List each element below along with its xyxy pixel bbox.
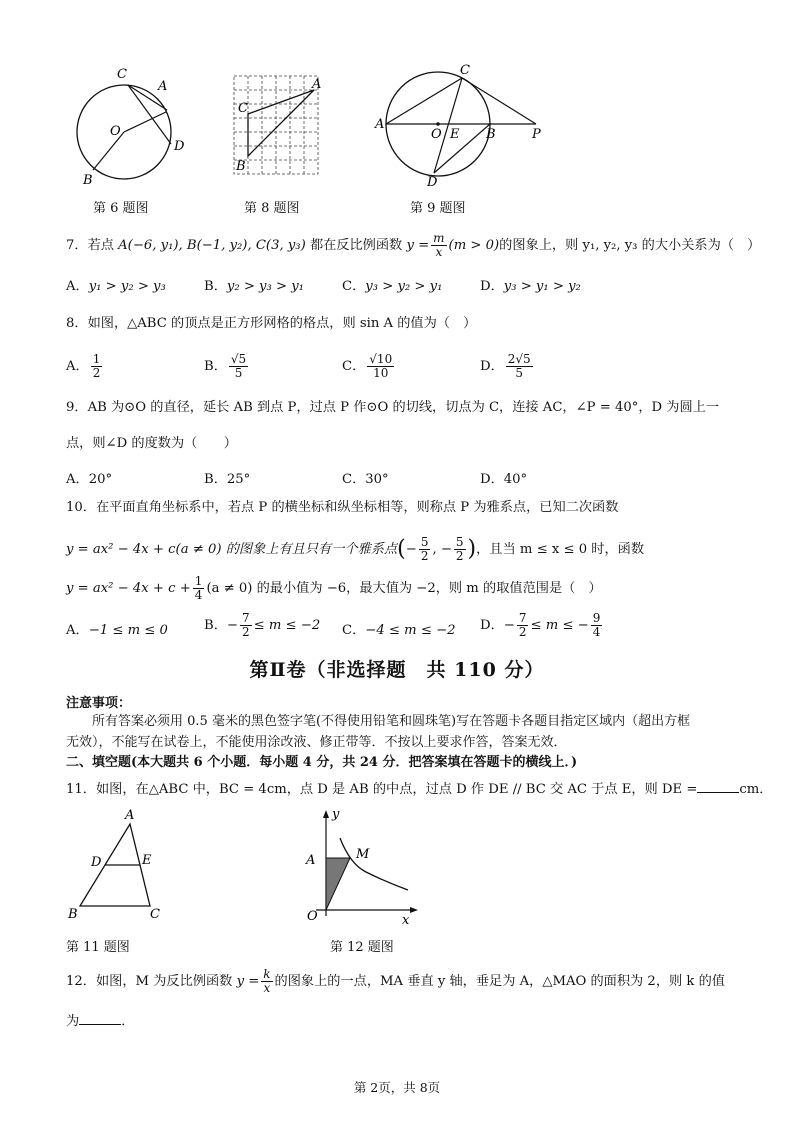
fig6-label-c: C bbox=[117, 67, 127, 82]
q10-option-c[interactable] bbox=[342, 619, 456, 638]
q7-option-b-text: y₂ > y₃ > y₁ bbox=[226, 279, 304, 294]
q12-post: 的图象上的一点，MA 垂直 y 轴，垂足为 A，△MAO 的面积为 2，则 k 的值 bbox=[274, 974, 725, 989]
q8-option-b-frac bbox=[229, 353, 248, 380]
q7-option-d[interactable] bbox=[480, 275, 581, 294]
q8-option-b-den: 5 bbox=[234, 366, 243, 380]
q8-option-c-frac bbox=[367, 353, 394, 380]
q10-option-b[interactable] bbox=[204, 612, 320, 639]
notes-line1: 所有答案必须用 0.5 毫米的黑色签字笔(不得使用铅笔和圆珠笔)写在答题卡各题目指定区域内（超出方框 bbox=[92, 714, 691, 729]
figure-12 bbox=[296, 806, 426, 928]
fig11-label-b: B bbox=[68, 907, 78, 922]
q7-option-d-text: y₃ > y₁ > y₂ bbox=[503, 279, 581, 294]
fig6-label-a: A bbox=[158, 79, 168, 94]
fig8-label-b: B bbox=[236, 159, 246, 174]
q7-option-c-text: y₃ > y₂ > y₁ bbox=[365, 279, 443, 294]
fig11-label-a: A bbox=[125, 808, 135, 823]
question-10-line3 bbox=[66, 575, 602, 602]
q7-option-c[interactable] bbox=[342, 275, 442, 294]
q10-option-a-text: −1 ≤ m ≤ 0 bbox=[88, 623, 168, 638]
q10-option-d-label: D． bbox=[480, 618, 504, 633]
part-2-heading: 二、填空题(本大题共 6 个小题．每小题 4 分，共 24 分．把答案填在答题卡的横线上．) bbox=[66, 755, 578, 770]
q10-line3-num: 1 bbox=[194, 574, 203, 588]
q8-text: 如图，△ABC 的顶点是正方形网格的格点，则 sin A 的值为（ ） bbox=[87, 316, 477, 331]
question-9-line2 bbox=[66, 434, 237, 454]
q7-option-a-text: y₁ > y₂ > y₃ bbox=[88, 279, 166, 294]
q7-option-d-label: D． bbox=[480, 279, 504, 294]
q8-option-c-label: C． bbox=[342, 359, 366, 374]
q12-line2-post: ． bbox=[121, 1014, 135, 1029]
fig8-label-c: C bbox=[238, 101, 248, 116]
q7-func-num: m bbox=[433, 231, 445, 245]
fig9-label-e: E bbox=[450, 127, 460, 142]
q11-number: 11． bbox=[66, 782, 96, 797]
q10-point-y-num: 5 bbox=[455, 535, 464, 549]
q7-option-b-label: B． bbox=[204, 279, 227, 294]
q9-number: 9． bbox=[66, 400, 88, 415]
q10-option-d-frac1 bbox=[517, 612, 529, 639]
q7-points: A(−6, y₁), B(−1, y₂), C(3, y₃) bbox=[118, 238, 306, 253]
q8-option-d-frac bbox=[506, 353, 533, 380]
question-8 bbox=[66, 314, 476, 334]
q10-option-d-frac2 bbox=[591, 612, 603, 639]
q10-option-b-label: B． bbox=[204, 618, 227, 633]
fig9-label-d: D bbox=[427, 175, 438, 190]
q10-line3-frac bbox=[193, 575, 205, 602]
q9-option-b-label: B． bbox=[204, 472, 227, 487]
fig12-label-x: x bbox=[402, 913, 410, 928]
q8-option-a-num: 1 bbox=[92, 352, 101, 366]
q10-option-b-post: ≤ m ≤ −2 bbox=[253, 618, 321, 633]
q10-line3-a: y = ax² − 4x + c + bbox=[66, 581, 191, 596]
fig11-label-c: C bbox=[150, 907, 160, 922]
q12-answer-blank[interactable] bbox=[79, 1010, 121, 1025]
q8-option-c-den: 10 bbox=[373, 366, 389, 380]
q9-option-a-text: 20° bbox=[88, 472, 113, 487]
q7-func-frac bbox=[431, 232, 446, 259]
question-10-line1 bbox=[66, 498, 618, 518]
fig6-label-b: B bbox=[83, 173, 93, 188]
q8-option-d-den: 5 bbox=[515, 366, 524, 380]
fig12-caption: 第 12 题图 bbox=[330, 940, 394, 955]
q9-option-d[interactable] bbox=[480, 468, 527, 487]
q10-line1: 在平面直角坐标系中，若点 P 的横坐标和纵坐标相等，则称点 P 为雅系点，已知二次函数 bbox=[95, 500, 619, 515]
fig12-label-o: O bbox=[307, 909, 318, 924]
q10-option-b-frac bbox=[240, 612, 252, 639]
q8-option-b[interactable] bbox=[204, 353, 250, 380]
question-12 bbox=[66, 968, 725, 995]
q12-func-num: k bbox=[263, 967, 271, 981]
question-9-line1 bbox=[66, 398, 719, 418]
fig11-label-e: E bbox=[142, 853, 152, 868]
q7-pre: 若点 bbox=[87, 238, 114, 253]
fig8-label-a: A bbox=[312, 77, 322, 92]
q12-func-den: x bbox=[263, 981, 271, 995]
q11-unit: cm． bbox=[739, 782, 773, 797]
q8-option-d[interactable] bbox=[480, 353, 535, 380]
q8-option-c[interactable] bbox=[342, 353, 396, 380]
fig11-label-d: D bbox=[91, 855, 102, 870]
q10-point-y bbox=[454, 536, 466, 563]
q8-option-d-label: D． bbox=[480, 359, 504, 374]
fig12-label-m: M bbox=[356, 847, 370, 862]
q12-line2-pre: 为 bbox=[66, 1014, 80, 1029]
q9-line1: AB 为⊙O 的直径，延长 AB 到点 P，过点 P 作⊙O 的切线，切点为 C，连接 AC，∠P = 40°，D 为圆上一 bbox=[87, 400, 720, 415]
q10-option-d[interactable] bbox=[480, 612, 604, 639]
figure-6 bbox=[66, 62, 196, 190]
q8-option-a-den: 2 bbox=[92, 366, 101, 380]
q8-option-a[interactable] bbox=[66, 353, 104, 380]
figure-9 bbox=[372, 60, 552, 190]
q12-func-lhs: y = bbox=[236, 974, 260, 989]
q7-func-den: x bbox=[435, 245, 443, 259]
q8-option-b-num: √5 bbox=[230, 352, 247, 366]
q8-option-b-label: B． bbox=[204, 359, 227, 374]
fig6-caption: 第 6 题图 bbox=[93, 201, 149, 216]
q10-option-c-text: −4 ≤ m ≤ −2 bbox=[365, 623, 456, 638]
page-footer: 第 2页，共 8页 bbox=[353, 1080, 441, 1095]
q10-option-d-den1: 2 bbox=[518, 625, 527, 639]
q10-option-d-mid: ≤ m ≤ − bbox=[530, 618, 589, 633]
q7-option-c-label: C． bbox=[342, 279, 366, 294]
question-12-line2 bbox=[66, 1010, 134, 1032]
q8-number: 8． bbox=[66, 316, 88, 331]
q8-option-a-label: A． bbox=[66, 359, 89, 374]
fig9-label-b: B bbox=[486, 127, 496, 142]
q10-option-b-num: 7 bbox=[241, 611, 250, 625]
q10-option-d-den2: 4 bbox=[592, 625, 601, 639]
fig9-label-c: C bbox=[460, 63, 470, 78]
notes-line2: 无效），不能写在试卷上，不能使用涂改液、修正带等．不按以上要求作答，答案无效． bbox=[66, 735, 567, 750]
q11-text: 如图，在△ABC 中，BC = 4cm，点 D 是 AB 的中点，过点 D 作 DE // BC 交 AC 于点 E，则 DE = bbox=[95, 782, 698, 797]
q7-option-a[interactable] bbox=[66, 275, 166, 294]
q9-option-c[interactable] bbox=[342, 468, 389, 487]
question-10-line2: y = ax² − 4x + c(a ≠ 0) 的图象上有且只有一个雅系点(− $\frac{5}{2}$ , − $\frac{5}{2}$ )，且当 m ≤ x ≤ 0 时，函数 bbox=[66, 535, 645, 563]
q9-option-d-label: D． bbox=[480, 472, 504, 487]
q10-number: 10． bbox=[66, 500, 96, 515]
q10-point-x-num: 5 bbox=[420, 535, 429, 549]
q10-point-x bbox=[419, 536, 431, 563]
q9-option-b[interactable] bbox=[204, 468, 250, 487]
fig9-label-o: O bbox=[431, 127, 442, 142]
q9-option-c-label: C． bbox=[342, 472, 366, 487]
q9-option-c-text: 30° bbox=[365, 472, 389, 487]
q7-func-cond: (m > 0) bbox=[448, 238, 500, 253]
notes-heading: 注意事项： bbox=[66, 696, 132, 711]
q9-option-a-label: A． bbox=[66, 472, 89, 487]
q10-line3-den: 4 bbox=[194, 588, 203, 602]
q7-option-b[interactable] bbox=[204, 275, 304, 294]
q8-option-a-frac bbox=[91, 353, 103, 380]
q7-post: 的图象上，则 y₁, y₂, y₃ 的大小关系为（ ） bbox=[499, 238, 761, 253]
q10-option-a[interactable] bbox=[66, 619, 168, 638]
q10-point-x-den: 2 bbox=[420, 549, 429, 563]
q10-line2-b: ，且当 m ≤ x ≤ 0 时，函数 bbox=[476, 542, 645, 557]
question-7 bbox=[66, 232, 760, 259]
q10-option-b-pre: − bbox=[226, 618, 238, 633]
q12-pre: 如图，M 为反比例函数 bbox=[95, 974, 233, 989]
figure-8 bbox=[228, 70, 328, 180]
q10-option-b-den: 2 bbox=[241, 625, 250, 639]
q10-line2-a: y = ax² − 4x + c(a ≠ 0) 的图象上有且只有一个雅系点 bbox=[66, 542, 398, 557]
q9-line2: 点，则∠D 的度数为（ ） bbox=[66, 436, 237, 451]
q11-answer-blank[interactable] bbox=[697, 778, 739, 793]
fig12-label-y: y bbox=[332, 807, 340, 822]
q8-option-d-num: 2√5 bbox=[507, 352, 531, 366]
fig8-caption: 第 8 题图 bbox=[244, 201, 300, 216]
q9-option-d-text: 40° bbox=[503, 472, 528, 487]
question-11 bbox=[66, 778, 772, 800]
fig12-label-a: A bbox=[306, 853, 316, 868]
q9-option-a[interactable] bbox=[66, 468, 112, 487]
figure-11 bbox=[62, 806, 172, 928]
q7-option-a-label: A． bbox=[66, 279, 89, 294]
q10-point-y-den: 2 bbox=[455, 549, 464, 563]
section-2-title: 第Ⅱ卷（非选择题 共 110 分） bbox=[249, 659, 545, 681]
fig9-label-a: A bbox=[375, 117, 385, 132]
q10-line3-b: (a ≠ 0) 的最小值为 −6，最大值为 −2，则 m 的取值范围是（ ） bbox=[206, 581, 602, 596]
q10-option-a-label: A． bbox=[66, 623, 89, 638]
q10-option-d-pre: − bbox=[503, 618, 515, 633]
q8-option-c-num: √10 bbox=[369, 352, 393, 366]
fig6-label-o: O bbox=[110, 124, 121, 139]
q10-option-d-num1: 7 bbox=[518, 611, 527, 625]
q10-option-d-num2: 9 bbox=[592, 611, 601, 625]
fig9-caption: 第 9 题图 bbox=[410, 201, 466, 216]
fig6-label-d: D bbox=[174, 139, 185, 154]
q7-number: 7． bbox=[66, 238, 88, 253]
fig11-caption: 第 11 题图 bbox=[66, 940, 130, 955]
q7-mid: 都在反比例函数 bbox=[309, 238, 403, 253]
q12-func-frac bbox=[261, 968, 272, 995]
q10-option-c-label: C． bbox=[342, 623, 366, 638]
q12-number: 12． bbox=[66, 974, 96, 989]
q9-option-b-text: 25° bbox=[226, 472, 251, 487]
fig9-label-p: P bbox=[532, 127, 541, 142]
q7-func-lhs: y = bbox=[406, 238, 430, 253]
